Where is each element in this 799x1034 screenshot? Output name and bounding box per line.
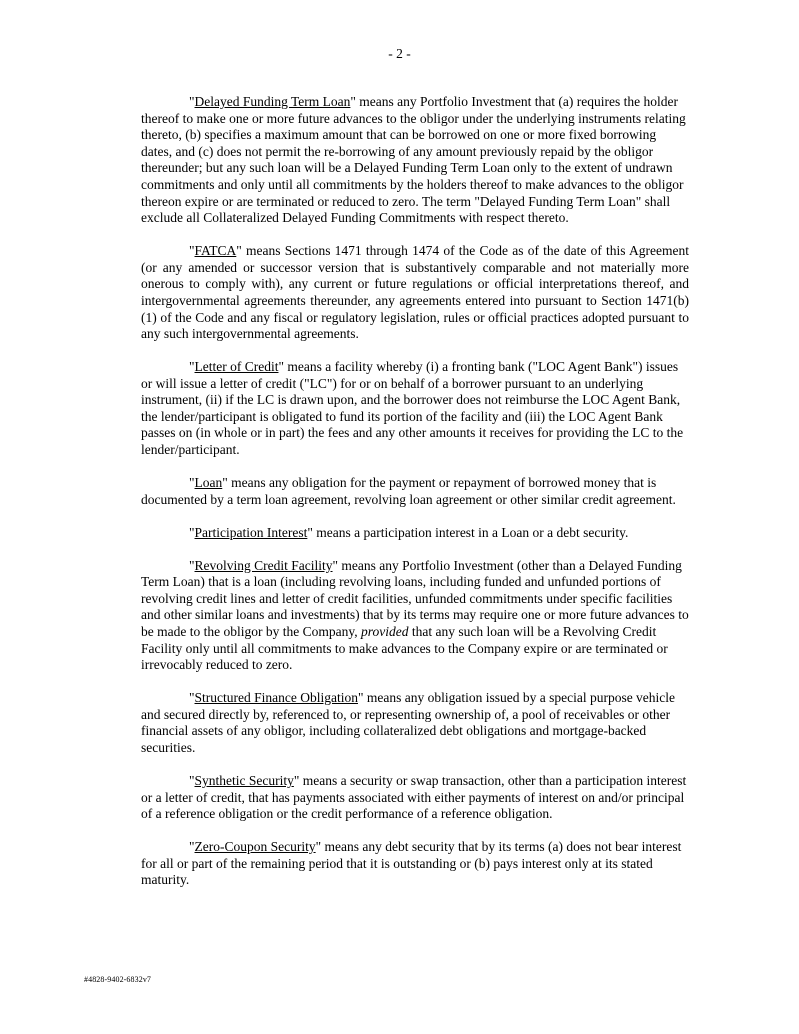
definition-text: " means Sections 1471 through 1474 of the Code as of the date of this Agreement (or any amended or successor version that is substantively comparable and not materially more onerous to comply with), any current or future regulations or official interpretations thereof, and intergovernmental agreements thereunder, any agreements entered into pursuant to Section 1471(b)(1) of the Code and any fiscal or regulatory legislation, rules or official practices adopted pursuant to any such intergovernmental agreements. (141, 243, 689, 342)
definitions-body (141, 94, 689, 905)
definition-text: " means any debt security that by its terms (a) does not bear interest for all or part of the remaining period that it is outstanding or (b) pays interest only at its stated maturity. (141, 839, 682, 888)
defined-term: Synthetic Security (194, 772, 294, 788)
defined-term: FATCA (194, 243, 237, 259)
document-id-footer: #4828-9402-6832v7 (84, 975, 152, 984)
definition-text: " means any Portfolio Investment that (a) requires the holder thereof to make one or more future advances to the obligor under the underlying instruments relating thereto, (b) specifies a maximum amount that can be borrowed on one or more fixed borrowing dates, and (c) does not permit the re-borrowing of any amount previously repaid by the obligor thereunder; but any such loan will be a Delayed Funding Term Loan only to the extent of undrawn commitments and only until all commitments by the holders thereof to make advances to the obligor thereon expire or are terminated or reduced to zero. The term "Delayed Funding Term Loan" shall exclude all Collateralized Delayed Funding Commitments with respect thereto. (141, 94, 686, 226)
definition-text: " means a security or swap transaction, other than a participation interest or a letter of credit, that has payments associated with either payments of interest on and/or principal of a reference obligation or the credit performance of a reference obligation. (141, 772, 687, 822)
definition-text: " means a facility whereby (i) a fronting bank ("LOC Agent Bank") issues or will issue a letter of credit ("LC") for or on behalf of a borrower pursuant to an underlying instrument, (ii) if the LC is drawn upon, and the borrower does not reimburse the LOC Agent Bank, the lender/participant is obligated to fund its portion of the facility and (iii) the LOC Agent Bank passes on (in whole or in part) the fees and any other amounts it receives for providing the LC to the lender/participant. (141, 359, 684, 458)
definition-text: " means a participation interest in a Loan or a debt security. (307, 524, 629, 540)
definition-synthetic-security: "Synthetic Security" means a security or swap transaction, other than a participation interest or a letter of credit, that has payments associated with either payments of interest on and/or principal of a reference obligation or the credit performance of a reference obligation. (141, 772, 687, 822)
definition-structured-finance-obligation: "Structured Finance Obligation" means any obligation issued by a special purpose vehicle and secured directly by, referenced to, or representing ownership of, a pool of receivables or other financial assets of any obligor, including collateralized debt obligations and mortgage-backed securities. (141, 690, 676, 755)
defined-term: Delayed Funding Term Loan (194, 94, 351, 109)
defined-term: Zero-Coupon Security (194, 839, 316, 855)
defined-term: Loan (194, 475, 223, 491)
definition-loan: "Loan" means any obligation for the payment or repayment of borrowed money that is documented by a term loan agreement, revolving loan agreement or other similar credit agreement. (141, 475, 676, 507)
defined-term: Revolving Credit Facility (194, 557, 333, 573)
definition-text: " means any Portfolio Investment (other than a Delayed Funding Term Loan) that is a loan (including revolving loans, including funded and unfunded portions of revolving credit lines and letter of credit facilities, unfunded commitments under specific facilities and other similar loans and investments) that by its terms may require one or more future advances to be made to the obligor by the Company, (141, 557, 689, 639)
definition-text-after: that any such loan will be a Revolving Credit Facility only until all commitments to make advances to the Company expire or are terminated or irrevocably reduced to zero. (141, 623, 668, 673)
defined-term: Letter of Credit (194, 359, 279, 375)
definition-revolving-credit-facility: "Revolving Credit Facility" means any Portfolio Investment (other than a Delayed Funding Term Loan) that is a loan (including revolving loans, including funded and unfunded portions of revolving credit lines and letter of credit facilities, unfunded commitments under specific facilities and other similar loans and investments) that by its terms may require one or more future advances to be made to the obligor by the Company, provided that any such loan will be a Revolving Credit Facility only until all commitments to make advances to the Company expire or are terminated or irrevocably reduced to zero. (141, 557, 689, 673)
defined-term: Structured Finance Obligation (194, 690, 358, 706)
definition-text: " means any obligation issued by a special purpose vehicle and secured directly by, referenced to, or representing ownership of, a pool of receivables or other financial assets of any obligor, including collateralized debt obligations and mortgage-backed securities. (141, 690, 676, 755)
page-number: - 2 - (388, 46, 411, 61)
defined-term: Participation Interest (194, 524, 308, 540)
definition-participation-interest: "Participation Interest" means a participation interest in a Loan or a debt security. (189, 524, 629, 540)
definition-letter-of-credit: "Letter of Credit" means a facility whereby (i) a fronting bank ("LOC Agent Bank") issues or will issue a letter of credit ("LC") for or on behalf of a borrower pursuant to an underlying instrument, (ii) if the LC is drawn upon, and the borrower does not reimburse the LOC Agent Bank, the lender/participant is obligated to fund its portion of the facility and (iii) the LOC Agent Bank passes on (in whole or in part) the fees and any other amounts it receives for providing the LC to the lender/participant. (141, 359, 684, 458)
definition-delayed-funding-term-loan: "Delayed Funding Term Loan" means any Portfolio Investment that (a) requires the holder thereof to make one or more future advances to the obligor under the underlying instruments relating thereto, (b) specifies a maximum amount that can be borrowed on one or more fixed borrowing dates, and (c) does not permit the re-borrowing of any amount previously repaid by the obligor thereunder; but any such loan will be a Delayed Funding Term Loan only to the extent of undrawn commitments and only until all commitments by the holders thereof to make advances to the obligor thereon expire or are terminated or reduced to zero. The term "Delayed Funding Term Loan" shall exclude all Collateralized Delayed Funding Commitments with respect thereto. (141, 94, 686, 226)
definition-zero-coupon-security: "Zero-Coupon Security" means any debt security that by its terms (a) does not bear interest for all or part of the remaining period that it is outstanding or (b) pays interest only at its stated maturity. (141, 839, 682, 888)
definition-emphasis: provided (360, 623, 409, 639)
definition-text: " means any obligation for the payment or repayment of borrowed money that is documented by a term loan agreement, revolving loan agreement or other similar credit agreement. (141, 475, 676, 507)
definition-fatca: "FATCA" means Sections 1471 through 1474 of the Code as of the date of this Agreement (or any amended or successor version that is substantively comparable and not materially more onerous to comply with), any current or future regulations or official interpretations thereof, and intergovernmental agreements thereunder, any agreements entered into pursuant to Section 1471(b)(1) of the Code and any fiscal or regulatory legislation, rules or official practices adopted pursuant to any such intergovernmental agreements. (141, 243, 689, 342)
